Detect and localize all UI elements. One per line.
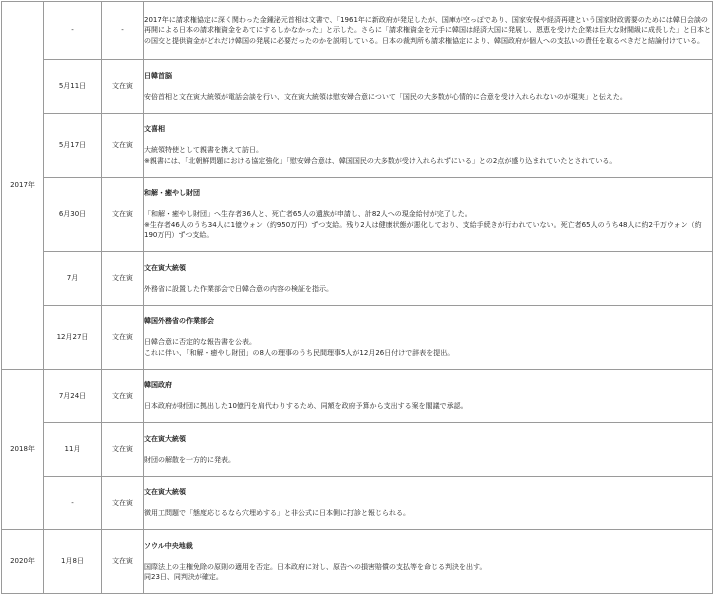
- entry-text: 国際法上の主権免除の原則の適用を否定。日本政府に対し、原告への損害賠償の支払等を命じる判決を出す。 同23日、同判決が確定。: [144, 562, 487, 581]
- description-cell: [144, 113, 713, 177]
- date-cell: 7月: [44, 252, 102, 306]
- table-row: [2, 530, 713, 594]
- entry-title: ソウル中央地裁: [144, 541, 193, 550]
- description-cell: [144, 423, 713, 477]
- date-cell: 1月8日: [44, 530, 102, 594]
- entry-text: 外務省に設置した作業部会で日韓合意の内容の検証を指示。: [144, 284, 333, 293]
- entry-title: 和解・癒やし財団: [144, 189, 200, 197]
- description-cell: [144, 369, 713, 423]
- date-cell: 5月11日: [44, 60, 102, 114]
- entry-text: 2017年に請求権協定に深く関わった金鍾泌元首相は文書で、「1961年に新政府が発足したが、国庫が空っぽであり、国家安保や経済再建という国家財政需要のためには韓日会談の再開による日本の請求権資金をあてにするしかなかった」と示した。さらに「請求権資金を元手に韓国は経済大国に発展し、恩恵を受けた企業は巨大な財閥級に成長した」と日本との国交と提供資金がどれだけ韓国の発展に必要だったのかを説明している。日本の裁判所も請求権協定により、韓国政府が個人への支払いの責任を取るべきだと結論付けている。: [144, 15, 711, 45]
- entry-title: 文在寅大統領: [144, 434, 186, 443]
- entry-text: 日本政府が財団に拠出した10億円を肩代わりするため、同額を政府予算から支出する案を閣議で承認。: [144, 402, 468, 410]
- table-row: [2, 305, 713, 369]
- date-cell: -: [44, 476, 102, 530]
- table-row: [2, 113, 713, 177]
- actor-cell: 文在寅: [102, 305, 144, 369]
- date-cell: 11月: [44, 423, 102, 477]
- date-cell: 7月24日: [44, 369, 102, 423]
- entry-title: 韓国政府: [144, 381, 172, 389]
- description-cell: [144, 530, 713, 594]
- table-row: [2, 423, 713, 477]
- description-cell: [144, 2, 713, 60]
- table-row: [2, 369, 713, 423]
- table-row: [2, 60, 713, 114]
- entry-text: 安倍首相と文在寅大統領が電話会談を行い、文在寅大統領は慰安婦合意について「国民の大多数が心情的に合意を受け入れられないのが現実」と伝えた。: [144, 92, 627, 101]
- description-cell: [144, 476, 713, 530]
- entry-title: 韓国外務省の作業部会: [144, 317, 214, 325]
- entry-title: 文在寅大統領: [144, 263, 186, 272]
- table-row: [2, 2, 713, 60]
- timeline-table: [1, 1, 713, 594]
- actor-cell: 文在寅: [102, 60, 144, 114]
- actor-cell: 文在寅: [102, 369, 144, 423]
- year-cell: 2018年: [2, 369, 44, 530]
- date-cell: -: [44, 2, 102, 60]
- entry-text: 徴用工問題で「態度応じるなら穴埋めする」と非公式に日本側に打診と報じられる。: [144, 509, 410, 517]
- description-cell: [144, 252, 713, 306]
- table-row: [2, 177, 713, 252]
- entry-title: 文在寅大統領: [144, 488, 186, 496]
- date-cell: 12月27日: [44, 305, 102, 369]
- date-cell: 5月17日: [44, 113, 102, 177]
- entry-title: 文喜相: [144, 125, 165, 133]
- entry-text: 日韓合意に否定的な報告書を公表。 これに伴い、「和解・癒やし財団」の8人の理事のうち民間理事5人が12月26日付けで辞表を提出。: [144, 338, 455, 357]
- actor-cell: -: [102, 2, 144, 60]
- entry-text: 「和解・癒やし財団」へ生存者36人と、死亡者65人の遺族が申請し、計82人への現金給付が完了した。 ※生存者46人のうち34人に1億ウォン（約950万円）ずつ支給。残り2人は健康状態が悪化しており、支給手続きが行われていない。死亡者65人のうち48人に約2千万ウォン（約190万円）ずつ支給。: [144, 210, 702, 239]
- year-cell: 2020年: [2, 530, 44, 594]
- entry-text: 大統領特使として親書を携えて訪日。 ※親書には、「北朝鮮問題における協定強化」「慰安婦合意は、韓国国民の大多数が受け入れられずにいる」との2点が盛り込まれていたとされている。: [144, 146, 617, 165]
- entry-title: 日韓首脳: [144, 71, 172, 80]
- entry-text: 財団の解散を一方的に発表。: [144, 455, 235, 464]
- actor-cell: 文在寅: [102, 252, 144, 306]
- actor-cell: 文在寅: [102, 113, 144, 177]
- description-cell: [144, 60, 713, 114]
- actor-cell: 文在寅: [102, 423, 144, 477]
- year-cell: 2017年: [2, 2, 44, 370]
- actor-cell: 文在寅: [102, 476, 144, 530]
- actor-cell: 文在寅: [102, 177, 144, 252]
- date-cell: 6月30日: [44, 177, 102, 252]
- description-cell: [144, 177, 713, 252]
- description-cell: [144, 305, 713, 369]
- actor-cell: 文在寅: [102, 530, 144, 594]
- table-row: [2, 252, 713, 306]
- table-row: [2, 476, 713, 530]
